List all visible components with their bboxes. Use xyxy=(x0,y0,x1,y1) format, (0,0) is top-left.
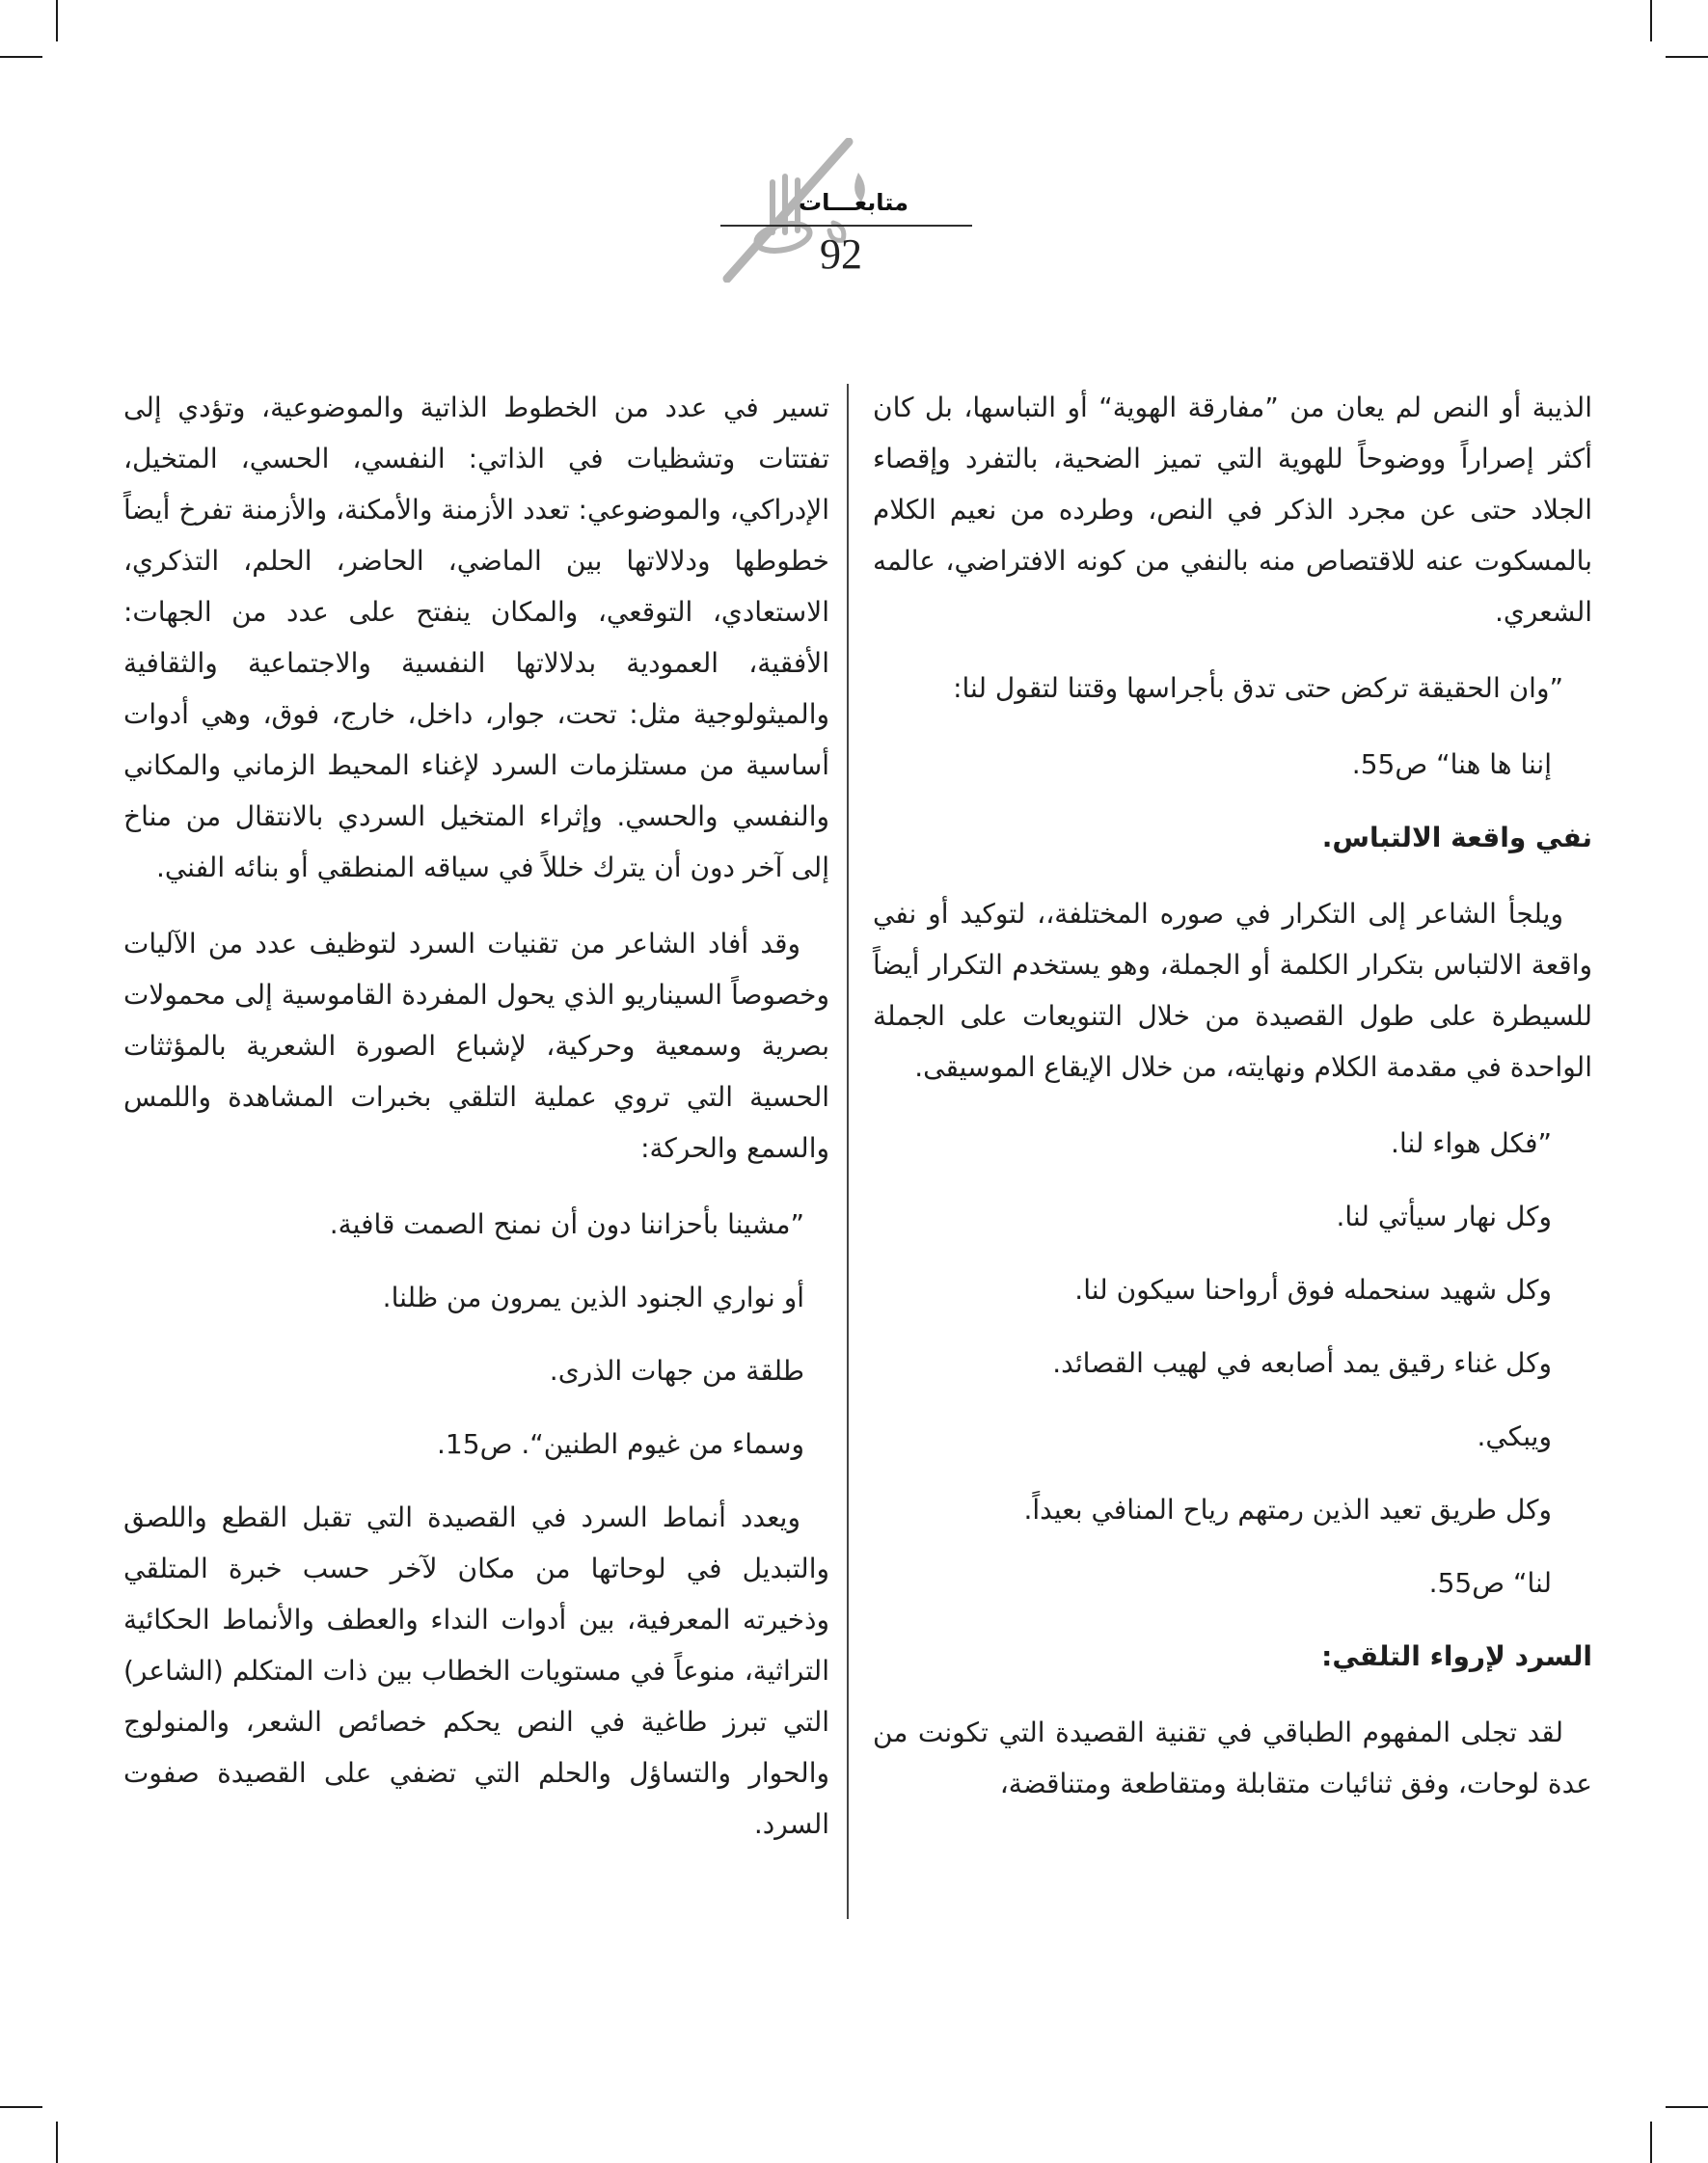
column-divider-rule xyxy=(847,384,849,1919)
section-heading: السرد لإرواء التلقي: xyxy=(1321,1640,1592,1672)
verse-line: وكل نهار سيأتي لنا. xyxy=(1336,1201,1552,1232)
verse-line: طلقة من جهات الذرى. xyxy=(549,1355,804,1387)
verse-line: وسماء من غيوم الطنين“. ص15. xyxy=(437,1428,804,1460)
verse-line: أو نواري الجنود الذين يمرون من ظلنا. xyxy=(382,1282,804,1313)
verse-line: لنا“ ص55. xyxy=(1428,1567,1552,1599)
verse-line: ويبكي. xyxy=(1477,1420,1552,1452)
paragraph: ويعدد أنماط السرد في القصيدة التي تقبل القطع واللصق والتبديل في لوحاتها من مكان لآخر حسب خبرة المتلقي وذخيرته المعرفية، بين أدوات النداء والعطف والأنماط الحكائية التراثية، منوعاً في مستويات الخطاب بين ذات المتكلم (الشاعر) التي تبرز طاغية في النص يحكم خصائص الشعر، والمنولوج والحوار والتساؤل والحلم التي تضفي على القصيدة صفوت السرد. xyxy=(123,1501,829,1840)
column-right xyxy=(873,382,1592,1834)
paragraph: الذيبة أو النص لم يعان من ”مفارقة الهوية“ أو التباسها، بل كان أكثر إصراراً ووضوحاً للهوية التي تميز الضحية، بالتفرد وإقصاء الجلاد حتى عن مجرد الذكر في النص، وطرده من نعيم الكلام بالمسكوت عنه للاقتصاص منه بالنفي من كونه الافتراضي، عالمه الشعري. xyxy=(873,392,1592,628)
crop-mark-bottom-right-h xyxy=(1666,2106,1708,2108)
paragraph: وقد أفاد الشاعر من تقنيات السرد لتوظيف عدد من الآليات وخصوصاً السيناريو الذي يحول المفردة القاموسية إلى محمولات بصرية وسمعية وحركية، لإشباع الصورة الشعرية بالمؤثثات الحسية التي تروي عملية التلقي بخبرات المشاهدة واللمس والسمع والحركة: xyxy=(123,928,829,1164)
verse-line: إننا ها هنا“ ص55. xyxy=(1351,748,1552,780)
crop-mark-top-left-h xyxy=(0,56,42,58)
page-number: 92 xyxy=(820,230,862,278)
paragraph: ”وان الحقيقة تركض حتى تدق بأجراسها وقتنا لتقول لنا: xyxy=(953,672,1563,704)
verse-line: ”فكل هواء لنا. xyxy=(1391,1127,1552,1159)
verse-line: وكل غناء رقيق يمد أصابعه في لهيب القصائد. xyxy=(1052,1347,1552,1379)
crop-mark-top-left-v xyxy=(56,0,58,41)
header-rule xyxy=(720,225,972,227)
paragraph: ويلجأ الشاعر إلى التكرار في صوره المختلفة،، لتوكيد أو نفي واقعة الالتباس بتكرار الكلمة أو الجملة، وهو يستخدم التكرار أيضاً للسيطرة على طول القصيدة من خلال التنويعات على الجملة الواحدة في مقدمة الكلام ونهايته، من خلال الإيقاع الموسيقى. xyxy=(873,898,1592,1083)
verse-line: ”مشينا بأحزاننا دون أن نمنح الصمت قافية. xyxy=(329,1208,804,1240)
crop-mark-bottom-left-v xyxy=(56,2122,58,2163)
verse-line: وكل شهيد سنحمله فوق أرواحنا سيكون لنا. xyxy=(1074,1274,1552,1306)
crop-mark-bottom-right-v xyxy=(1650,2122,1652,2163)
paragraph: لقد تجلى المفهوم الطباقي في تقنية القصيدة التي تكونت من عدة لوحات، وفق ثنائيات متقابلة ومتقاطعة ومتناقضة، xyxy=(873,1717,1592,1799)
column-left xyxy=(123,382,829,1875)
section-label: متابعـــات xyxy=(799,189,908,216)
crop-mark-top-right-v xyxy=(1650,0,1652,41)
paragraph: تسير في عدد من الخطوط الذاتية والموضوعية، وتؤدي إلى تفتتات وتشظيات في الذاتي: النفسي، الحسي، المتخيل، الإدراكي، والموضوعي: تعدد الأزمنة والأمكنة، والأزمنة تفرخ أيضاً خطوطها ودلالاتها بين الماضي، الحاضر، الحلم، التذكري، الاستعادي، التوقعي، والمكان ينفتح على عدد من الجهات: الأفقية، العمودية بدلالاتها النفسية والاجتماعية والثقافية والميثولوجية مثل: تحت، جوار، داخل، خارج، فوق، وهي أدوات أساسية من مستلزمات السرد لإغناء المحيط الزماني والمكاني والنفسي والحسي. وإثراء المتخيل السردي بالانتقال من مناخ إلى آخر دون أن يترك خللاً في سياقه المنطقي أو بنائه الفني. xyxy=(123,392,829,883)
section-heading: نفي واقعة الالتباس. xyxy=(1321,822,1592,853)
verse-line: وكل طريق تعيد الذين رمتهم رياح المنافي بعيداً. xyxy=(1023,1494,1552,1526)
crop-mark-top-right-h xyxy=(1666,56,1708,58)
crop-mark-bottom-left-h xyxy=(0,2106,42,2108)
